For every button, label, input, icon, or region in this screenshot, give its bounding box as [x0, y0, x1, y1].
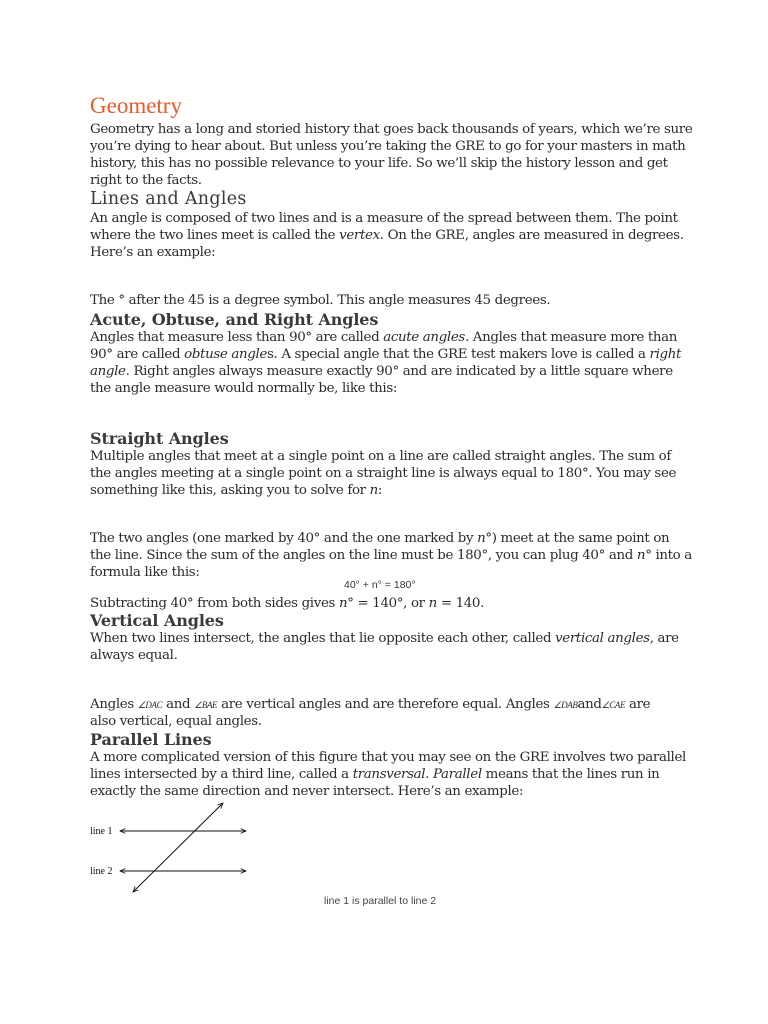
- straight-paragraph: [90, 448, 690, 499]
- text-line: something like this, asking you to solve for n:: [90, 483, 383, 498]
- acute-term: acute angles: [383, 330, 465, 345]
- text-line: A more complicated version of this figure that you may see on the GRE involves two parallel: [90, 750, 686, 765]
- text-line: 90° are called obtuse angles. A special angle that the GRE test makers love is called a right: [90, 347, 682, 362]
- subtracting-line: Subtracting 40° from both sides gives n° = 140°, or n = 140.: [90, 596, 485, 611]
- line-2-label: line 2: [90, 866, 113, 877]
- lines-angles-paragraph: [90, 210, 690, 261]
- angle-dac-label: ∠DAC: [137, 700, 163, 710]
- lines-angles-heading: Lines and Angles: [90, 189, 247, 209]
- straight-angles-heading: Straight Angles: [90, 429, 229, 448]
- transversal-term: transversal: [352, 767, 426, 782]
- text-line: Angles that measure less than 90° are called acute angles. Angles that measure more than: [90, 330, 678, 345]
- intro-line: you’re dying to hear about. But unless you’re taking the GRE to go for your masters in math: [90, 139, 686, 154]
- vertical-angles-example: [90, 696, 690, 730]
- page-title: Geometry: [90, 93, 182, 118]
- parallel-lines-figure: [86, 800, 256, 900]
- angle-cae-label: ∠CAE: [601, 700, 626, 710]
- right-term: right: [649, 347, 682, 362]
- text-line: Multiple angles that meet at a single point on a line are called straight angles. The sum of: [90, 449, 671, 464]
- text-line: exactly the same direction and never intersect. Here’s an example:: [90, 784, 524, 799]
- text-line: Angles ∠DAC and ∠BAE are vertical angles and are therefore equal. Angles ∠DABand∠CAE are: [90, 697, 651, 712]
- intro-paragraph: [90, 121, 693, 189]
- vertex-term: vertex: [339, 228, 380, 243]
- text-line: When two lines intersect, the angles that lie opposite each other, called vertical angles, are: [90, 631, 679, 646]
- text-line: the angle measure would normally be, like this:: [90, 381, 398, 396]
- text-line: lines intersected by a third line, called a transversal. Parallel means that the lines run in: [90, 767, 660, 782]
- angle-bae-label: ∠BAE: [194, 700, 218, 710]
- text-line: the line. Since the sum of the angles on the line must be 180°, you can plug 40° and n° into a: [90, 548, 692, 563]
- acute-paragraph: [90, 329, 690, 397]
- text-line: Here’s an example:: [90, 245, 216, 260]
- parallel-paragraph: [90, 749, 690, 800]
- formula: 40° + n° = 180°: [344, 579, 416, 591]
- intro-line: right to the facts.: [90, 173, 202, 188]
- text-line: The two angles (one marked by 40° and the one marked by n°) meet at the same point on: [90, 531, 670, 546]
- line-1-label: line 1: [90, 826, 113, 837]
- vertical-angles-heading: Vertical Angles: [90, 611, 224, 630]
- intro-line: Geometry has a long and storied history that goes back thousands of years, which we’re sure: [90, 122, 693, 137]
- parallel-lines-heading: Parallel Lines: [90, 730, 212, 749]
- figure-caption: line 1 is parallel to line 2: [324, 895, 437, 907]
- obtuse-term: obtuse angle: [184, 347, 267, 362]
- text-line: always equal.: [90, 648, 178, 663]
- degree-note: The ° after the 45 is a degree symbol. This angle measures 45 degrees.: [90, 293, 551, 308]
- parallel-term: Parallel: [433, 767, 482, 782]
- intro-line: history, this has no possible relevance to your life. So we’ll skip the history lesson and get: [90, 156, 668, 171]
- angle-dab-label: ∠DAB: [553, 700, 578, 710]
- angle-term: angle: [90, 364, 126, 379]
- vertical-paragraph: [90, 630, 690, 664]
- acute-obtuse-right-heading: Acute, Obtuse, and Right Angles: [90, 310, 379, 329]
- transversal-line: [133, 803, 223, 892]
- vertical-angles-term: vertical angles: [555, 631, 650, 646]
- text-line: angle. Right angles always measure exactly 90° and are indicated by a little square where: [90, 364, 673, 379]
- text-line: where the two lines meet is called the vertex. On the GRE, angles are measured in degrees.: [90, 228, 684, 243]
- text-line: An angle is composed of two lines and is a measure of the spread between them. The point: [90, 211, 678, 226]
- text-line: formula like this:: [90, 565, 200, 580]
- text-line: also vertical, equal angles.: [90, 714, 262, 729]
- text-line: the angles meeting at a single point on a straight line is always equal to 180°. You may see: [90, 466, 677, 481]
- straight-explanation: [90, 530, 690, 581]
